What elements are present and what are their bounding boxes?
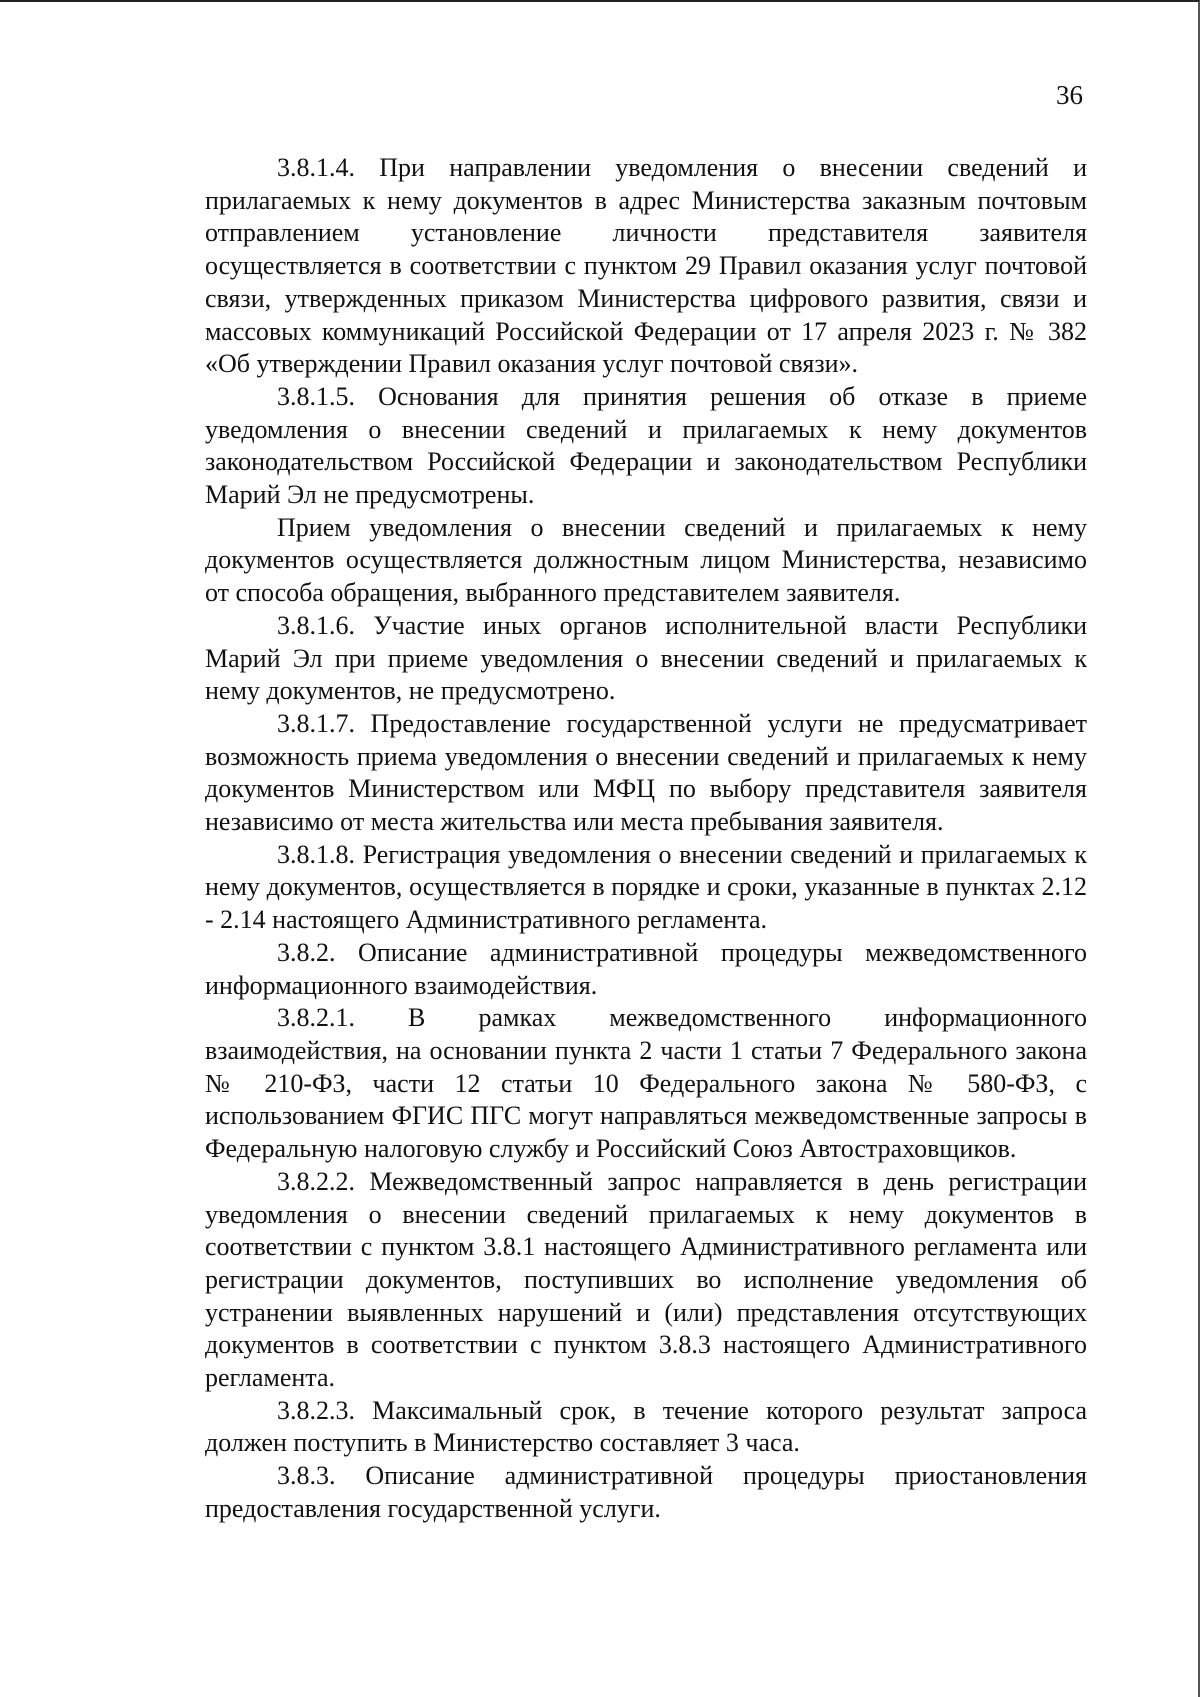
paragraph-3-8-1-5: 3.8.1.5. Основания для принятия решения об отказе в приеме уведомления о внесении сведений и прилагаемых к нему документов законодательством Российской Федерации и законодательством Республики Марий Эл не предусмотрены.	[205, 381, 1087, 510]
paragraph-3-8-2-3: 3.8.2.3. Максимальный срок, в течение которого результат запроса должен поступить в Министерство составляет 3 часа.	[205, 1395, 1087, 1458]
paragraph-3-8-2-1: 3.8.2.1. В рамках межведомственного информационного взаимодействия, на основании пункта 2 части 1 статьи 7 Федерального закона № 210-ФЗ, части 12 статьи 10 Федерального закона № 580-ФЗ, с использованием ФГИС ПГС могут направляться межведомственные запросы в Федеральную налоговую службу и Российский Союз Автостраховщиков.	[205, 1003, 1087, 1164]
page-number: 36	[1056, 80, 1083, 110]
paragraph-acceptance: Прием уведомления о внесении сведений и прилагаемых к нему документов осуществляется должностным лицом Министерства, независимо от способа обращения, выбранного представителем заявителя.	[205, 512, 1087, 608]
document-body	[205, 152, 1087, 1526]
paragraph-3-8-1-4: 3.8.1.4. При направлении уведомления о внесении сведений и прилагаемых к нему документов в адрес Министерства заказным почтовым отправлением установление личности представителя заявителя осуществляется в соответствии с пунктом 29 Правил оказания услуг почтовой связи, утвержденных приказом Министерства цифрового развития, связи и массовых коммуникаций Российской Федерации от 17 апреля 2023 г. № 382 «Об утверждении Правил оказания услуг почтовой связи».	[205, 153, 1087, 379]
paragraph-3-8-2-2: 3.8.2.2. Межведомственный запрос направляется в день регистрации уведомления о внесении сведений прилагаемых к нему документов в соответствии с пунктом 3.8.1 настоящего Административного регламента или регистрации документов, поступивших во исполнение уведомления об устранении выявленных нарушений и (или) представления отсутствующих документов в соответствии с пунктом 3.8.3 настоящего Административного регламента.	[205, 1166, 1087, 1393]
paragraph-3-8-1-7: 3.8.1.7. Предоставление государственной услуги не предусматривает возможность приема уведомления о внесении сведений и прилагаемых к нему документов Министерством или МФЦ по выбору представителя заявителя независимо от места жительства или места пребывания заявителя.	[205, 708, 1087, 837]
paragraph-3-8-2: 3.8.2. Описание административной процедуры межведомственного информационного взаимодействия.	[205, 937, 1087, 1000]
paragraph-3-8-1-6: 3.8.1.6. Участие иных органов исполнительной власти Республики Марий Эл при приеме уведомления о внесении сведений и прилагаемых к нему документов, не предусмотрено.	[205, 610, 1087, 706]
paragraph-3-8-1-8: 3.8.1.8. Регистрация уведомления о внесении сведений и прилагаемых к нему документов, осуществляется в порядке и сроки, указанные в пунктах 2.12 - 2.14 настоящего Административного регламента.	[205, 839, 1087, 935]
paragraph-3-8-3: 3.8.3. Описание административной процедуры приостановления предоставления государственной услуги.	[205, 1461, 1087, 1523]
